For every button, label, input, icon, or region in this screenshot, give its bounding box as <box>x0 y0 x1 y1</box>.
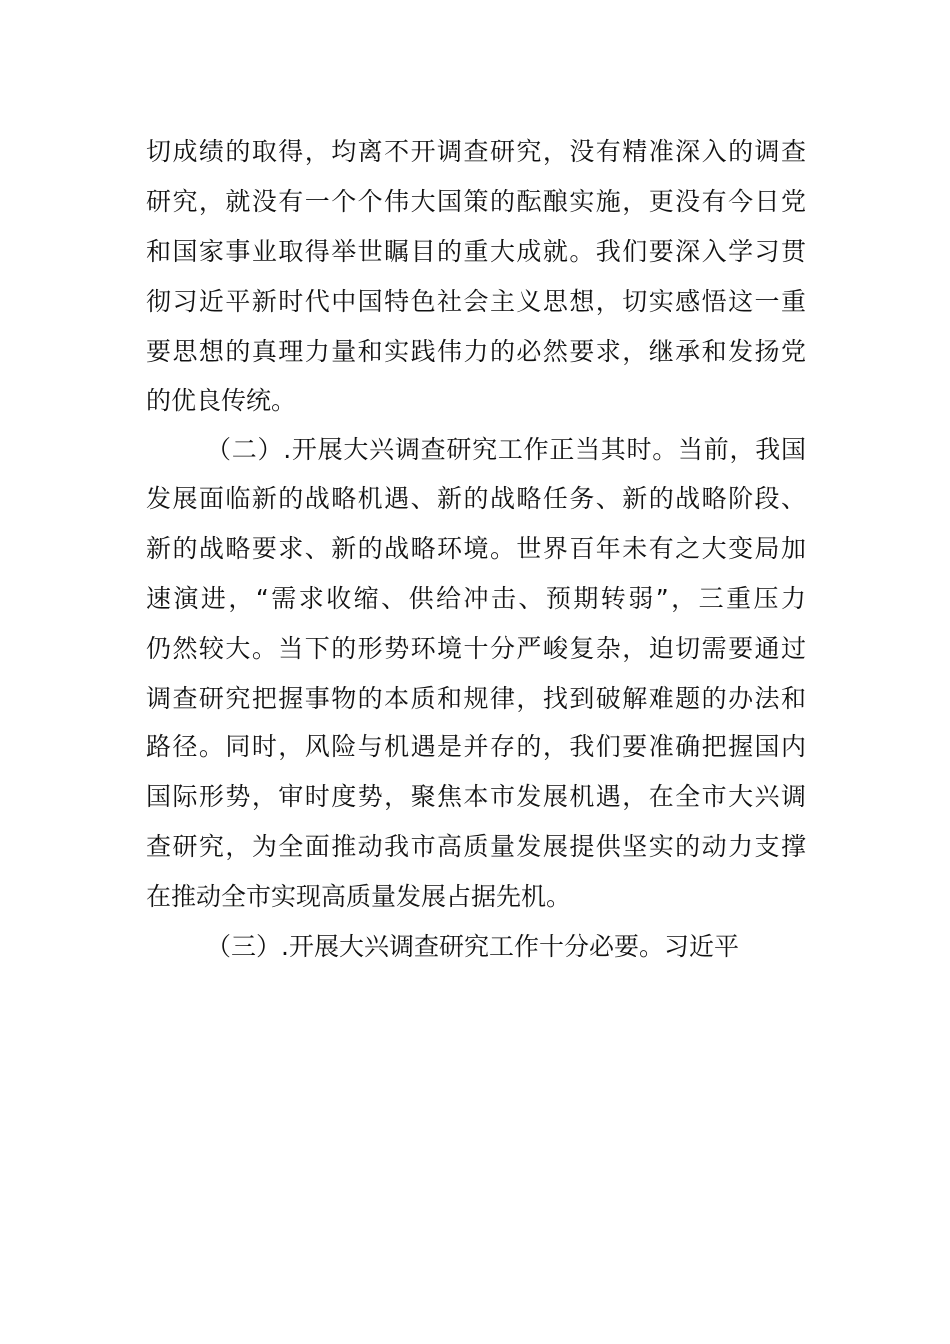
text-line: 和国家事业取得举世瞩目的重大成就。我们要深入学习贯 <box>146 237 806 266</box>
text-line: 查研究，为全面推动我市高质量发展提供坚实的动力支撑 <box>146 832 806 861</box>
text-line: 发展面临新的战略机遇、新的战略任务、新的战略阶段、 <box>146 484 806 513</box>
text-line: 的优良传统。 <box>146 386 297 415</box>
text-line: 新的战略要求、新的战略环境。世界百年未有之大变局加 <box>146 534 806 563</box>
text-line: 彻习近平新时代中国特色社会主义思想，切实感悟这一重 <box>146 287 806 316</box>
text-line: 研究，就没有一个个伟大国策的酝酿实施，更没有今日党 <box>146 187 806 216</box>
text-line: 速演进，“需求收缩、供给冲击、预期转弱”，三重压力 <box>146 584 806 613</box>
text-line: 在推动全市实现高质量发展占据先机。 <box>146 882 572 911</box>
section-heading-3: （三）.开展大兴调查研究工作十分必要。习近平 <box>206 932 739 961</box>
text-line: 国际形势，审时度势，聚焦本市发展机遇，在全市大兴调 <box>146 782 806 811</box>
text-line: 路径。同时，风险与机遇是并存的，我们要准确把握国内 <box>146 732 806 761</box>
text-line: 仍然较大。当下的形势环境十分严峻复杂，迫切需要通过 <box>146 634 806 663</box>
text-line: 要思想的真理力量和实践伟力的必然要求，继承和发扬党 <box>146 337 806 366</box>
text-line: 调查研究把握事物的本质和规律，找到破解难题的办法和 <box>146 684 806 713</box>
section-heading-2: （二）.开展大兴调查研究工作正当其时。当前，我国 <box>206 435 806 464</box>
text-line: 切成绩的取得，均离不开调查研究，没有精准深入的调查 <box>146 137 806 166</box>
